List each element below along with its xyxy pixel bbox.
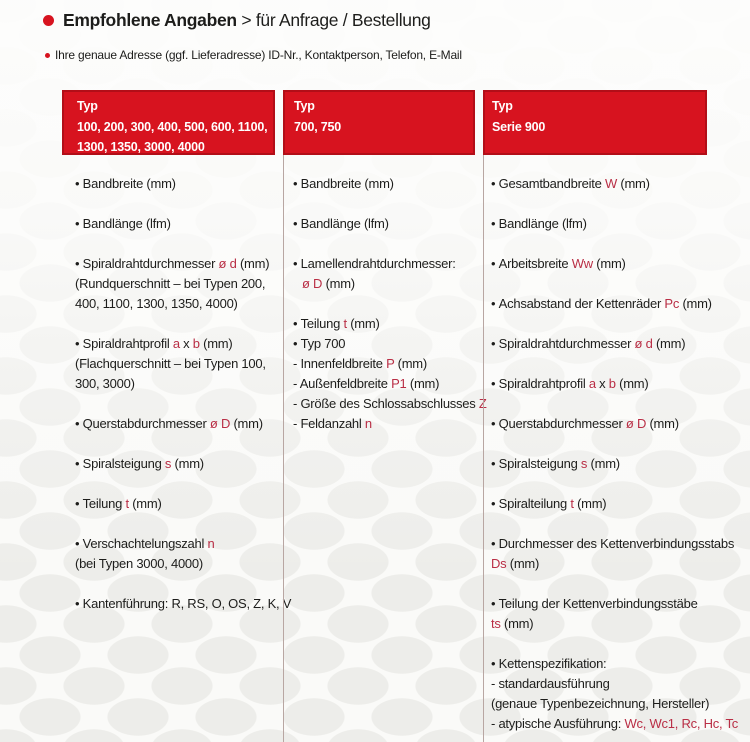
spec-item xyxy=(491,174,750,194)
spec-text: Verschachtelungszahl xyxy=(82,536,208,551)
spec-text: Arbeitsbreite xyxy=(498,256,572,271)
table-header-cell-typ-700 xyxy=(283,90,475,155)
spec-text: (mm) xyxy=(617,176,650,191)
spec-text: Spiralsteigung xyxy=(82,456,165,471)
spec-variable: Z xyxy=(478,396,487,411)
spec-text: (mm) xyxy=(171,456,204,471)
spec-text: (mm) xyxy=(322,276,355,291)
table-header-cell-typ-100 xyxy=(62,90,275,155)
list-bullet-icon: • xyxy=(491,336,499,351)
spec-line xyxy=(75,294,283,314)
spec-text: Spiralsteigung xyxy=(498,456,581,471)
spec-line xyxy=(491,534,750,554)
spec-text: Spiraldrahtprofil xyxy=(82,336,173,351)
spec-variable: n xyxy=(207,536,215,551)
list-bullet-icon: • xyxy=(75,496,83,511)
spec-item xyxy=(75,494,283,514)
spec-text: Spiraldrahtprofil xyxy=(498,376,589,391)
spec-text: (mm) xyxy=(615,376,649,391)
list-bullet-icon: • xyxy=(293,216,301,231)
list-bullet-icon: • xyxy=(293,256,301,271)
spec-item xyxy=(293,334,483,354)
spec-text: Spiralteilung xyxy=(498,496,571,511)
list-bullet-icon: • xyxy=(75,256,83,271)
spec-line xyxy=(75,354,283,374)
spec-variable: b xyxy=(608,376,616,391)
spec-variable: P1 xyxy=(391,376,407,391)
spec-variable: b xyxy=(192,336,200,351)
spec-variable: W xyxy=(605,176,618,191)
spec-line xyxy=(491,714,750,734)
spec-line xyxy=(491,254,750,274)
spec-item xyxy=(491,374,750,394)
spec-variable: n xyxy=(364,416,372,431)
spec-text: Bandbreite (mm) xyxy=(82,176,176,191)
list-bullet-icon: • xyxy=(491,296,499,311)
spec-variable: ø D xyxy=(625,416,647,431)
list-bullet-icon: • xyxy=(491,456,499,471)
spec-text: (mm) xyxy=(646,416,679,431)
spec-item xyxy=(75,454,283,474)
spec-text: Achsabstand der Kettenräder xyxy=(498,296,665,311)
spec-line xyxy=(75,374,283,394)
spec-variable: a xyxy=(172,336,180,351)
spec-variable: ø d xyxy=(218,256,237,271)
table-body-column-typ-100 xyxy=(62,155,292,742)
spec-text: Bandlänge (lfm) xyxy=(498,216,587,231)
spec-variable: t xyxy=(125,496,129,511)
spec-item xyxy=(293,214,483,234)
spec-text: (mm) xyxy=(394,356,427,371)
spec-variable: Pc xyxy=(664,296,680,311)
spec-text: Bandlänge (lfm) xyxy=(300,216,389,231)
list-bullet-icon: • xyxy=(75,216,83,231)
spec-line xyxy=(491,454,750,474)
spec-line xyxy=(293,354,483,374)
spec-item xyxy=(293,374,483,394)
spec-text: - standardausführung xyxy=(491,676,610,691)
spec-line xyxy=(293,314,483,334)
spec-item xyxy=(491,254,750,274)
spec-line xyxy=(75,534,283,554)
list-bullet-icon: • xyxy=(293,316,301,331)
spec-variable: s xyxy=(164,456,172,471)
column-header-line: Typ xyxy=(77,99,98,113)
spec-variable: s xyxy=(580,456,588,471)
spec-text: 400, 1100, 1300, 1350, 4000) xyxy=(75,296,238,311)
spec-item xyxy=(75,534,283,574)
table-header-cell-serie-900 xyxy=(483,90,707,155)
list-bullet-icon: • xyxy=(491,536,499,551)
page-title-bold: Empfohlene Angaben xyxy=(63,10,237,30)
spec-text: (Flachquerschnitt – bei Typen 100, xyxy=(75,356,266,371)
small-red-bullet-icon xyxy=(45,53,50,58)
spec-item xyxy=(491,454,750,474)
spec-line xyxy=(75,214,283,234)
list-bullet-icon: • xyxy=(491,656,499,671)
spec-item xyxy=(293,414,483,434)
spec-item xyxy=(293,314,483,334)
spec-text: Bandbreite (mm) xyxy=(300,176,394,191)
spec-text: (mm) xyxy=(236,256,270,271)
spec-line xyxy=(75,274,283,294)
spec-item xyxy=(491,414,750,434)
list-bullet-icon: • xyxy=(491,216,499,231)
spec-variable: ø D xyxy=(302,276,323,291)
spec-variable: t xyxy=(343,316,347,331)
spec-text: Spiraldrahtdurchmesser xyxy=(82,256,219,271)
spec-text: - Innenfeldbreite xyxy=(293,356,387,371)
spec-line xyxy=(491,594,750,614)
spec-text: (mm) xyxy=(346,316,380,331)
spec-line xyxy=(491,674,750,694)
spec-text: (mm) xyxy=(592,256,626,271)
spec-variable: P xyxy=(386,356,395,371)
spec-text: Kettenspezifikation: xyxy=(498,656,607,671)
spec-line xyxy=(293,334,483,354)
spec-text: (Rundquerschnitt – bei Typen 200, xyxy=(75,276,266,291)
spec-line xyxy=(75,254,283,274)
column-header-line: 700, 750 xyxy=(294,119,342,134)
spec-text: (mm) xyxy=(652,336,686,351)
list-bullet-icon: • xyxy=(75,456,83,471)
spec-text: Bandlänge (lfm) xyxy=(82,216,171,231)
page-subtitle-text: Ihre genaue Adresse (ggf. Lieferadresse) ID-Nr., Kontaktperson, Telefon, E-Mail xyxy=(55,48,462,62)
spec-line xyxy=(75,594,292,614)
spec-text: (mm) xyxy=(128,496,162,511)
spec-item xyxy=(75,334,283,394)
page-subtitle xyxy=(45,48,462,62)
red-bullet-icon xyxy=(43,15,54,26)
spec-line xyxy=(75,334,283,354)
spec-text: (mm) xyxy=(406,376,440,391)
spec-variable: Wc, Wc1, Rc, Hc, Tc xyxy=(624,716,738,731)
spec-text: Durchmesser des Kettenverbindungsstabs xyxy=(498,536,735,551)
spec-variable: Ww xyxy=(571,256,593,271)
spec-text: (mm) xyxy=(230,416,263,431)
spec-line xyxy=(491,374,750,394)
spec-item xyxy=(293,354,483,374)
spec-line xyxy=(75,454,283,474)
spec-text: (mm) xyxy=(573,496,607,511)
spec-variable: a xyxy=(588,376,596,391)
spec-item xyxy=(293,174,483,194)
list-bullet-icon: • xyxy=(491,416,499,431)
spec-item xyxy=(491,654,750,734)
spec-text: - Größe des Schlossabschlusses xyxy=(293,396,479,411)
spec-item xyxy=(491,494,750,514)
spec-item xyxy=(491,534,750,574)
spec-item xyxy=(75,174,283,194)
column-header-line: Typ xyxy=(294,99,315,113)
spec-text: (mm) xyxy=(199,336,233,351)
spec-line xyxy=(293,414,483,434)
spec-text: Spiraldrahtdurchmesser xyxy=(498,336,635,351)
spec-text: - Außenfeldbreite xyxy=(293,376,392,391)
list-bullet-icon: • xyxy=(75,596,83,611)
spec-line xyxy=(491,494,750,514)
spec-line xyxy=(491,214,750,234)
spec-text: Teilung xyxy=(300,316,344,331)
spec-text: Lamellendrahtdurchmesser: xyxy=(300,256,456,271)
spec-text: (bei Typen 3000, 4000) xyxy=(75,556,203,571)
spec-line xyxy=(293,214,483,234)
spec-variable: t xyxy=(570,496,574,511)
spec-item xyxy=(293,394,487,414)
column-header-line: 100, 200, 300, 400, 500, 600, 1100, xyxy=(77,119,268,134)
spec-text: - atypische Ausführung: xyxy=(491,716,625,731)
spec-line xyxy=(491,554,750,574)
spec-text: 300, 3000) xyxy=(75,376,135,391)
spec-text: (genaue Typenbezeichnung, Hersteller) xyxy=(491,696,710,711)
column-header-line: Typ xyxy=(492,99,513,113)
spec-item xyxy=(75,214,283,234)
column-header-line: 1300, 1350, 3000, 4000 xyxy=(77,140,205,154)
column-header-line: Serie 900 xyxy=(492,119,546,134)
spec-text: (mm) xyxy=(506,556,540,571)
spec-text: Teilung der Kettenverbindungsstäbe xyxy=(498,596,698,611)
page-title xyxy=(43,10,431,31)
spec-line xyxy=(293,394,487,414)
spec-item xyxy=(491,214,750,234)
page-title-rest: > für Anfrage / Bestellung xyxy=(236,10,431,30)
spec-text: Querstabdurchmesser xyxy=(82,416,210,431)
list-bullet-icon: • xyxy=(491,256,499,271)
list-bullet-icon: • xyxy=(75,416,83,431)
spec-line xyxy=(302,274,483,294)
spec-text: - Feldanzahl xyxy=(293,416,365,431)
spec-item xyxy=(75,594,292,614)
spec-line xyxy=(491,334,750,354)
spec-variable: ts xyxy=(491,616,501,631)
list-bullet-icon: • xyxy=(491,376,499,391)
spec-line xyxy=(75,494,283,514)
spec-variable: ø d xyxy=(634,336,653,351)
spec-item xyxy=(491,294,750,314)
spec-variable: ø D xyxy=(209,416,231,431)
spec-item xyxy=(491,334,750,354)
spec-line xyxy=(293,374,483,394)
spec-line xyxy=(491,414,750,434)
spec-line xyxy=(75,414,283,434)
spec-text: x xyxy=(179,336,193,351)
spec-variable: Ds xyxy=(491,556,507,571)
spec-line xyxy=(491,654,750,674)
spec-text: (mm) xyxy=(500,616,534,631)
list-bullet-icon: • xyxy=(293,176,301,191)
spec-line xyxy=(491,694,750,714)
spec-line xyxy=(75,174,283,194)
spec-text: (mm) xyxy=(587,456,620,471)
list-bullet-icon: • xyxy=(75,536,83,551)
list-bullet-icon: • xyxy=(491,496,499,511)
spec-text: Teilung xyxy=(82,496,126,511)
list-bullet-icon: • xyxy=(491,596,499,611)
spec-line xyxy=(491,614,750,634)
page-title-text xyxy=(63,10,431,31)
spec-text: (mm) xyxy=(679,296,712,311)
spec-text: Typ 700 xyxy=(300,336,346,351)
spec-text: x xyxy=(595,376,609,391)
spec-line xyxy=(75,554,283,574)
spec-line xyxy=(293,254,483,274)
spec-table-header-row xyxy=(62,90,707,155)
list-bullet-icon: • xyxy=(491,176,499,191)
spec-line xyxy=(293,174,483,194)
spec-item xyxy=(293,254,483,294)
spec-line xyxy=(491,294,750,314)
list-bullet-icon: • xyxy=(75,336,83,351)
list-bullet-icon: • xyxy=(293,336,301,351)
spec-text: Querstabdurchmesser xyxy=(498,416,626,431)
spec-item xyxy=(491,594,750,634)
table-body-column-serie-900 xyxy=(483,155,750,742)
spec-item xyxy=(75,254,283,314)
table-body-column-typ-700 xyxy=(283,155,487,742)
spec-line xyxy=(491,174,750,194)
spec-table-body xyxy=(62,155,750,742)
spec-item xyxy=(75,414,283,434)
spec-text: Gesamtbandbreite xyxy=(498,176,605,191)
list-bullet-icon: • xyxy=(75,176,83,191)
spec-text: Kantenführung: R, RS, O, OS, Z, K, V xyxy=(82,596,292,611)
